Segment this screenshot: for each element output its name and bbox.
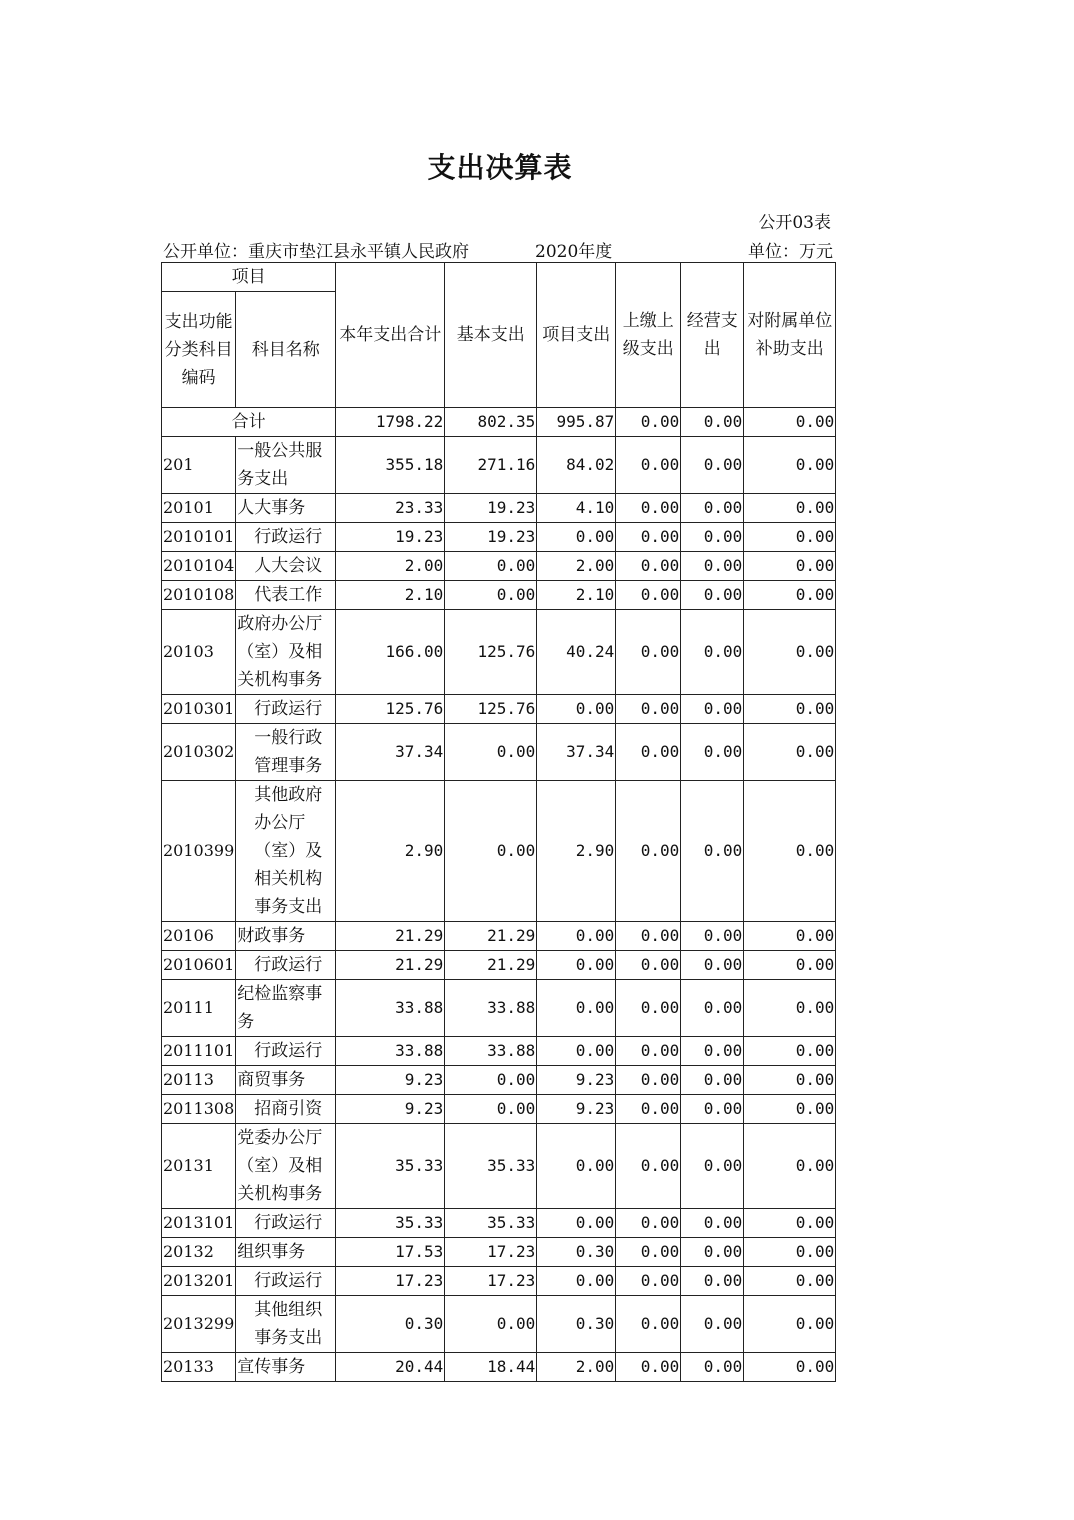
row-subsidy: 0.00 [744,1066,836,1095]
header-subsidy: 对附属单位补助支出 [744,263,836,408]
row-code: 2011101 [162,1037,236,1066]
row-name: 人大会议 [236,552,336,581]
row-total: 21.29 [336,951,445,980]
row-name: 行政运行 [236,1209,336,1238]
row-basic: 0.00 [445,781,537,922]
row-upper: 0.00 [616,1037,681,1066]
row-subsidy: 0.00 [744,581,836,610]
row-upper: 0.00 [616,695,681,724]
table-row [162,922,836,951]
table-row [162,1267,836,1296]
header-business: 经营支出 [681,263,744,408]
row-subsidy: 0.00 [744,724,836,781]
row-total: 0.30 [336,1296,445,1353]
row-basic: 19.23 [445,494,537,523]
row-project: 0.00 [537,1037,616,1066]
row-basic: 19.23 [445,523,537,552]
row-code: 2011308 [162,1095,236,1124]
row-business: 0.00 [681,610,744,695]
row-subsidy: 0.00 [744,1353,836,1382]
row-business: 0.00 [681,951,744,980]
row-upper: 0.00 [616,523,681,552]
row-total: 9.23 [336,1095,445,1124]
row-total: 355.18 [336,437,445,494]
row-basic: 0.00 [445,1095,537,1124]
row-subsidy: 0.00 [744,437,836,494]
row-basic: 17.23 [445,1238,537,1267]
form-number: 公开03表 [758,213,831,233]
row-upper: 0.00 [616,1209,681,1238]
row-basic: 271.16 [445,437,537,494]
row-name: 党委办公厅（室）及相关机构事务 [236,1124,336,1209]
row-name: 纪检监察事务 [236,980,336,1037]
row-subsidy: 0.00 [744,1267,836,1296]
sum-row [162,408,836,437]
meta-line [163,237,833,261]
row-upper: 0.00 [616,1296,681,1353]
row-total: 125.76 [336,695,445,724]
row-code: 2010601 [162,951,236,980]
table-row [162,1037,836,1066]
row-upper: 0.00 [616,980,681,1037]
table-row [162,1238,836,1267]
row-basic: 125.76 [445,695,537,724]
row-total: 17.53 [336,1238,445,1267]
row-code: 20133 [162,1353,236,1382]
row-name: 组织事务 [236,1238,336,1267]
row-name: 政府办公厅（室）及相关机构事务 [236,610,336,695]
row-total: 2.00 [336,552,445,581]
table-row [162,552,836,581]
table-row [162,695,836,724]
currency-unit: 单位：万元 [748,242,833,262]
row-total: 21.29 [336,922,445,951]
table-row [162,523,836,552]
row-upper: 0.00 [616,781,681,922]
row-business: 0.00 [681,1267,744,1296]
row-upper: 0.00 [616,1095,681,1124]
row-business: 0.00 [681,922,744,951]
row-basic: 17.23 [445,1267,537,1296]
row-upper: 0.00 [616,552,681,581]
table-row [162,1209,836,1238]
row-name: 行政运行 [236,1267,336,1296]
row-code: 2010302 [162,724,236,781]
row-total: 37.34 [336,724,445,781]
row-subsidy: 0.00 [744,980,836,1037]
table-row [162,781,836,922]
row-subsidy: 0.00 [744,1037,836,1066]
row-name: 其他组织事务支出 [236,1296,336,1353]
row-project: 0.00 [537,695,616,724]
row-business: 0.00 [681,781,744,922]
table-row [162,1095,836,1124]
row-total: 35.33 [336,1209,445,1238]
sum-project: 995.87 [537,408,616,437]
row-name: 财政事务 [236,922,336,951]
row-project: 2.10 [537,581,616,610]
row-business: 0.00 [681,695,744,724]
row-name: 代表工作 [236,581,336,610]
sum-subsidy: 0.00 [744,408,836,437]
row-subsidy: 0.00 [744,523,836,552]
row-code: 2010301 [162,695,236,724]
row-code: 20111 [162,980,236,1037]
header-total: 本年支出合计 [336,263,445,408]
row-basic: 33.88 [445,980,537,1037]
row-basic: 125.76 [445,610,537,695]
row-subsidy: 0.00 [744,1296,836,1353]
row-business: 0.00 [681,1209,744,1238]
sum-basic: 802.35 [445,408,537,437]
header-name: 科目名称 [236,292,336,408]
row-business: 0.00 [681,1238,744,1267]
row-project: 0.00 [537,922,616,951]
page-title: 支出决算表 [427,151,573,184]
header-code: 支出功能分类科目编码 [162,292,236,408]
row-subsidy: 0.00 [744,552,836,581]
row-project: 37.34 [537,724,616,781]
row-code: 2013101 [162,1209,236,1238]
row-project: 40.24 [537,610,616,695]
row-project: 0.30 [537,1296,616,1353]
sum-label: 合计 [162,408,336,437]
table-row [162,437,836,494]
row-upper: 0.00 [616,1066,681,1095]
table-row [162,980,836,1037]
row-basic: 0.00 [445,552,537,581]
sum-upper: 0.00 [616,408,681,437]
row-business: 0.00 [681,437,744,494]
row-upper: 0.00 [616,610,681,695]
row-basic: 21.29 [445,922,537,951]
row-code: 2010101 [162,523,236,552]
table-row [162,1066,836,1095]
row-upper: 0.00 [616,951,681,980]
row-total: 17.23 [336,1267,445,1296]
row-project: 0.00 [537,523,616,552]
row-total: 20.44 [336,1353,445,1382]
row-business: 0.00 [681,1037,744,1066]
row-basic: 0.00 [445,581,537,610]
row-total: 19.23 [336,523,445,552]
table-row [162,1353,836,1382]
row-name: 其他政府办公厅（室）及相关机构事务支出 [236,781,336,922]
row-basic: 33.88 [445,1037,537,1066]
row-code: 20106 [162,922,236,951]
row-project: 0.30 [537,1238,616,1267]
row-subsidy: 0.00 [744,695,836,724]
row-subsidy: 0.00 [744,1124,836,1209]
row-name: 商贸事务 [236,1066,336,1095]
row-project: 0.00 [537,1124,616,1209]
row-code: 20101 [162,494,236,523]
reporting-unit: 公开单位：重庆市垫江县永平镇人民政府 [163,242,469,262]
row-business: 0.00 [681,1066,744,1095]
row-code: 2010104 [162,552,236,581]
row-basic: 35.33 [445,1209,537,1238]
row-upper: 0.00 [616,1124,681,1209]
table-body [162,263,836,1382]
row-name: 行政运行 [236,951,336,980]
row-subsidy: 0.00 [744,922,836,951]
table-row [162,494,836,523]
table-row [162,581,836,610]
table-row [162,951,836,980]
header-project: 项目支出 [537,263,616,408]
row-project: 0.00 [537,951,616,980]
row-project: 2.90 [537,781,616,922]
row-business: 0.00 [681,724,744,781]
row-upper: 0.00 [616,1238,681,1267]
row-project: 2.00 [537,1353,616,1382]
row-business: 0.00 [681,523,744,552]
row-total: 2.90 [336,781,445,922]
row-business: 0.00 [681,1124,744,1209]
row-code: 2013201 [162,1267,236,1296]
row-subsidy: 0.00 [744,1209,836,1238]
row-upper: 0.00 [616,724,681,781]
row-name: 宣传事务 [236,1353,336,1382]
row-basic: 35.33 [445,1124,537,1209]
row-code: 2010108 [162,581,236,610]
row-business: 0.00 [681,1353,744,1382]
row-subsidy: 0.00 [744,1095,836,1124]
row-project: 0.00 [537,980,616,1037]
row-total: 35.33 [336,1124,445,1209]
table-row [162,1296,836,1353]
row-code: 20131 [162,1124,236,1209]
row-business: 0.00 [681,494,744,523]
row-project: 0.00 [537,1209,616,1238]
row-upper: 0.00 [616,922,681,951]
row-total: 166.00 [336,610,445,695]
row-basic: 0.00 [445,1066,537,1095]
sum-business: 0.00 [681,408,744,437]
row-basic: 18.44 [445,1353,537,1382]
row-subsidy: 0.00 [744,951,836,980]
row-total: 9.23 [336,1066,445,1095]
row-business: 0.00 [681,1095,744,1124]
expenditure-table [161,262,836,1382]
row-project: 9.23 [537,1095,616,1124]
table-row [162,724,836,781]
row-subsidy: 0.00 [744,494,836,523]
row-project: 2.00 [537,552,616,581]
row-total: 2.10 [336,581,445,610]
row-name: 一般公共服务支出 [236,437,336,494]
row-upper: 0.00 [616,1353,681,1382]
row-total: 23.33 [336,494,445,523]
row-name: 行政运行 [236,695,336,724]
row-upper: 0.00 [616,494,681,523]
row-code: 2013299 [162,1296,236,1353]
row-subsidy: 0.00 [744,1238,836,1267]
row-name: 一般行政管理事务 [236,724,336,781]
row-business: 0.00 [681,1296,744,1353]
row-basic: 0.00 [445,724,537,781]
header-basic: 基本支出 [445,263,537,408]
row-project: 84.02 [537,437,616,494]
row-upper: 0.00 [616,581,681,610]
fiscal-year: 2020年度 [535,242,613,262]
header-row-1 [162,263,836,292]
row-upper: 0.00 [616,1267,681,1296]
row-basic: 21.29 [445,951,537,980]
row-subsidy: 0.00 [744,781,836,922]
row-total: 33.88 [336,980,445,1037]
row-code: 20103 [162,610,236,695]
sum-total: 1798.22 [336,408,445,437]
row-business: 0.00 [681,552,744,581]
row-code: 2010399 [162,781,236,922]
row-code: 201 [162,437,236,494]
header-upper: 上缴上级支出 [616,263,681,408]
row-name: 招商引资 [236,1095,336,1124]
row-code: 20132 [162,1238,236,1267]
row-business: 0.00 [681,980,744,1037]
row-project: 9.23 [537,1066,616,1095]
row-name: 人大事务 [236,494,336,523]
row-subsidy: 0.00 [744,610,836,695]
row-project: 4.10 [537,494,616,523]
row-name: 行政运行 [236,1037,336,1066]
table-row [162,1124,836,1209]
table-row [162,610,836,695]
row-business: 0.00 [681,581,744,610]
row-basic: 0.00 [445,1296,537,1353]
header-item: 项目 [162,263,336,292]
row-upper: 0.00 [616,437,681,494]
row-name: 行政运行 [236,523,336,552]
row-project: 0.00 [537,1267,616,1296]
row-code: 20113 [162,1066,236,1095]
row-total: 33.88 [336,1037,445,1066]
